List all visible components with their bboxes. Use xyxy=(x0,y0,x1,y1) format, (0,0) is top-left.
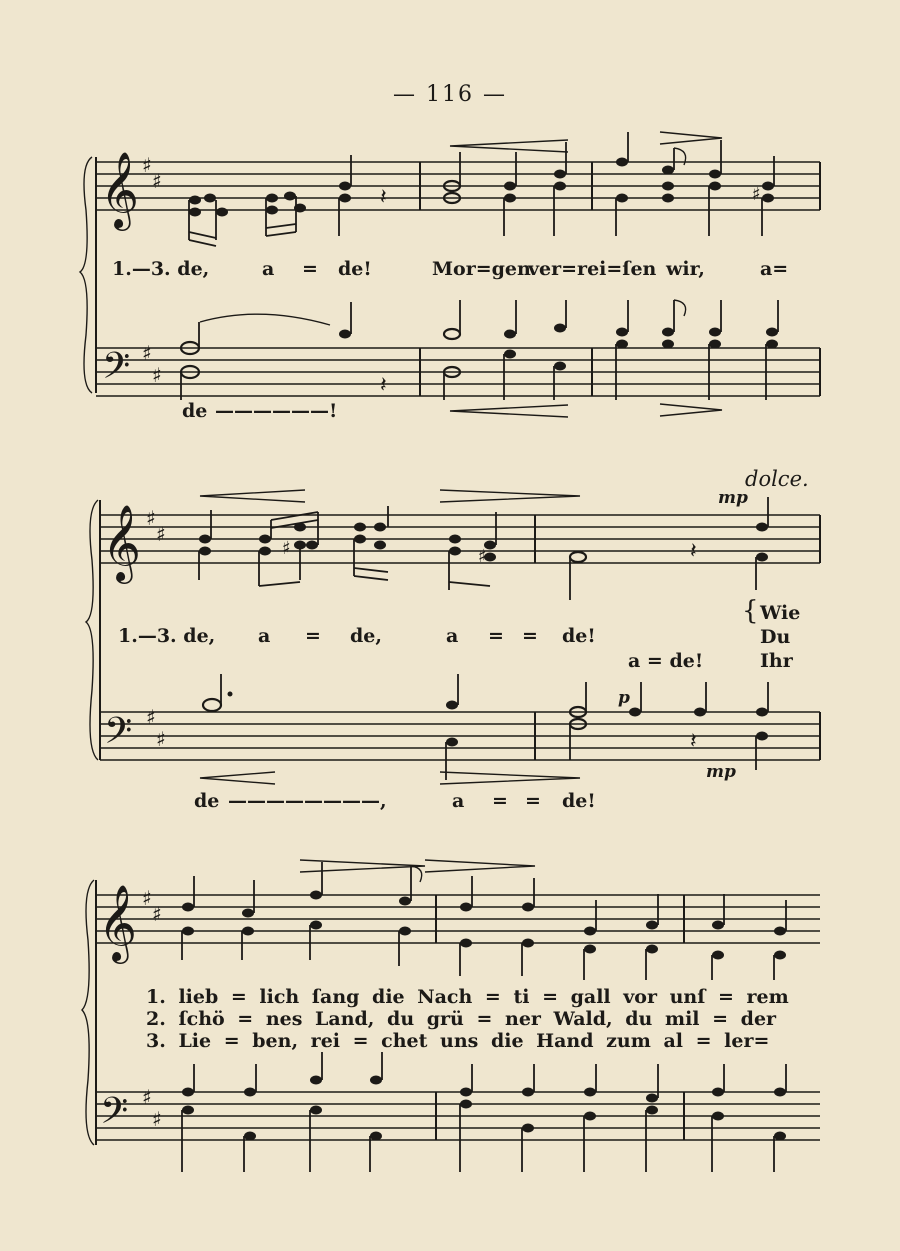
verse-start: Wie xyxy=(760,602,801,624)
page-number: — 116 — xyxy=(393,82,507,107)
dynamic-mark: p xyxy=(618,688,630,708)
svg-text:𝄞: 𝄞 xyxy=(102,504,142,581)
lyric: a xyxy=(258,625,271,647)
svg-text:♯: ♯ xyxy=(752,184,761,205)
lyric: Mor=gen xyxy=(432,258,531,280)
svg-text:♯: ♯ xyxy=(152,363,162,387)
lyric: a xyxy=(452,790,465,812)
svg-text:♯: ♯ xyxy=(142,886,152,910)
lyric: = xyxy=(488,625,504,647)
lyric: a= xyxy=(760,258,789,280)
verse-bracket: { xyxy=(742,596,759,626)
dynamic-mark: mp xyxy=(718,488,748,508)
lyric: ——————! xyxy=(215,400,338,422)
lyric: wir, xyxy=(666,258,705,280)
svg-text:𝄢: 𝄢 xyxy=(104,710,133,761)
svg-text:♯: ♯ xyxy=(146,506,156,530)
svg-text:♯: ♯ xyxy=(146,705,156,729)
lyric: = xyxy=(305,625,321,647)
lyric: de! xyxy=(562,625,596,647)
verse-start: Ihr xyxy=(760,650,793,672)
svg-text:𝄽: 𝄽 xyxy=(690,539,697,564)
svg-text:𝄽: 𝄽 xyxy=(690,729,697,754)
lyric: = xyxy=(525,790,541,812)
verse-line-3: 3. Lie = ben, rei = chet uns die Hand zum al = ler= xyxy=(146,1030,770,1052)
svg-text:♯: ♯ xyxy=(478,546,487,567)
lyric: = xyxy=(492,790,508,812)
lyric: 1.—3. de, xyxy=(112,258,210,280)
lyric: a xyxy=(446,625,459,647)
lyric: de, xyxy=(350,625,382,647)
svg-text:♯: ♯ xyxy=(152,169,162,193)
svg-text:𝄞: 𝄞 xyxy=(98,884,138,961)
verse-start: Du xyxy=(760,626,791,648)
svg-text:𝄢: 𝄢 xyxy=(100,1090,129,1141)
lyric: de! xyxy=(562,790,596,812)
treble-clef: 𝄞 xyxy=(100,151,140,228)
lyric: ————————, xyxy=(228,790,387,812)
svg-text:𝄽: 𝄽 xyxy=(380,185,387,210)
lyric: de xyxy=(194,790,220,812)
lyric: ver=rei=ſen xyxy=(528,258,657,280)
verse-line-1: 1. lieb = lich ſang die Nach = ti = gall vor unſ = rem xyxy=(146,986,789,1008)
svg-text:♯: ♯ xyxy=(152,1107,162,1131)
lyric: 1.—3. de, xyxy=(118,625,216,647)
svg-text:♯: ♯ xyxy=(282,538,291,559)
dynamic-mark: mp xyxy=(706,762,736,782)
lyric: de! xyxy=(338,258,372,280)
svg-text:♯: ♯ xyxy=(156,727,166,751)
svg-text:𝄽: 𝄽 xyxy=(380,373,387,398)
lyric: a xyxy=(262,258,275,280)
svg-text:♯: ♯ xyxy=(142,153,152,177)
bass-clef: 𝄢 xyxy=(102,345,131,396)
svg-text:♯: ♯ xyxy=(142,1085,152,1109)
svg-text:♯: ♯ xyxy=(152,902,162,926)
lyric: = xyxy=(522,625,538,647)
tempo-marking: dolce. xyxy=(745,467,809,491)
verse-line-2: 2. ſchö = nes Land, du grü = ner Wald, du mil = der xyxy=(146,1008,777,1030)
svg-text:♯: ♯ xyxy=(156,522,166,546)
lyric: a = de! xyxy=(628,650,704,672)
lyric: = xyxy=(302,258,318,280)
svg-text:♯: ♯ xyxy=(142,341,152,365)
lyric: de xyxy=(182,400,208,422)
